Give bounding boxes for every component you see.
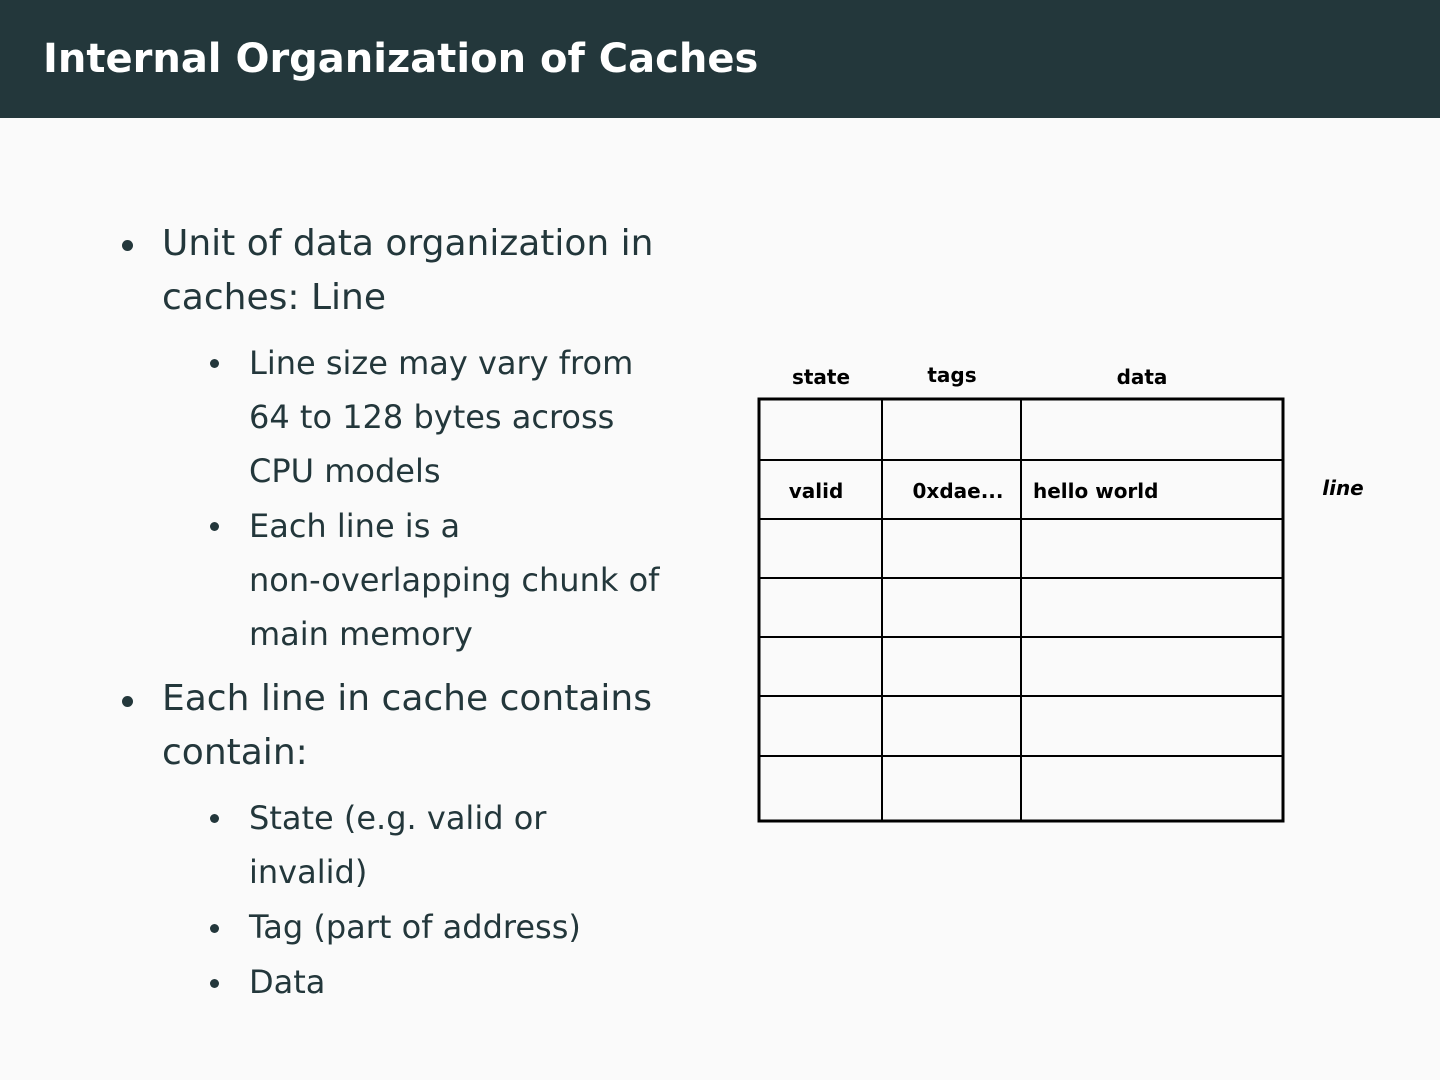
bullet-line-size-line1: Line size may vary from [249,344,634,382]
cell-data-value: hello world [1033,479,1159,503]
line-label: line [1322,476,1364,500]
bullet-state-line2: invalid) [249,853,368,891]
cell-tag-value: 0xdae... [912,479,1004,503]
bullet-data-line1: Data [249,963,326,1001]
cache-table [759,399,1283,821]
bullet-contains-line1: Each line in cache contains [162,678,652,719]
bullet-line-size-line2: 64 to 128 bytes across [249,398,615,436]
bullet-contains-line2: contain: [162,732,308,773]
bullet-tag-line1: Tag (part of address) [249,908,581,946]
slide-title: Internal Organization of Caches [43,36,759,82]
bullet-each-line-line1: Each line is a [249,507,461,545]
bullet-unit-line2: caches: Line [162,277,386,318]
bullet-state-line1: State (e.g. valid or [249,799,547,837]
bullet-unit-line1: Unit of data organization in [162,223,654,264]
header-data: data [1116,365,1168,389]
bullet-line-size-line3: CPU models [249,452,441,490]
header-state: state [791,365,851,389]
bullet-each-line-line3: main memory [249,615,473,653]
bullet-each-line-line2: non-overlapping chunk of [249,561,660,599]
header-tags: tags [927,363,977,387]
cell-state-valid: valid [788,479,844,503]
